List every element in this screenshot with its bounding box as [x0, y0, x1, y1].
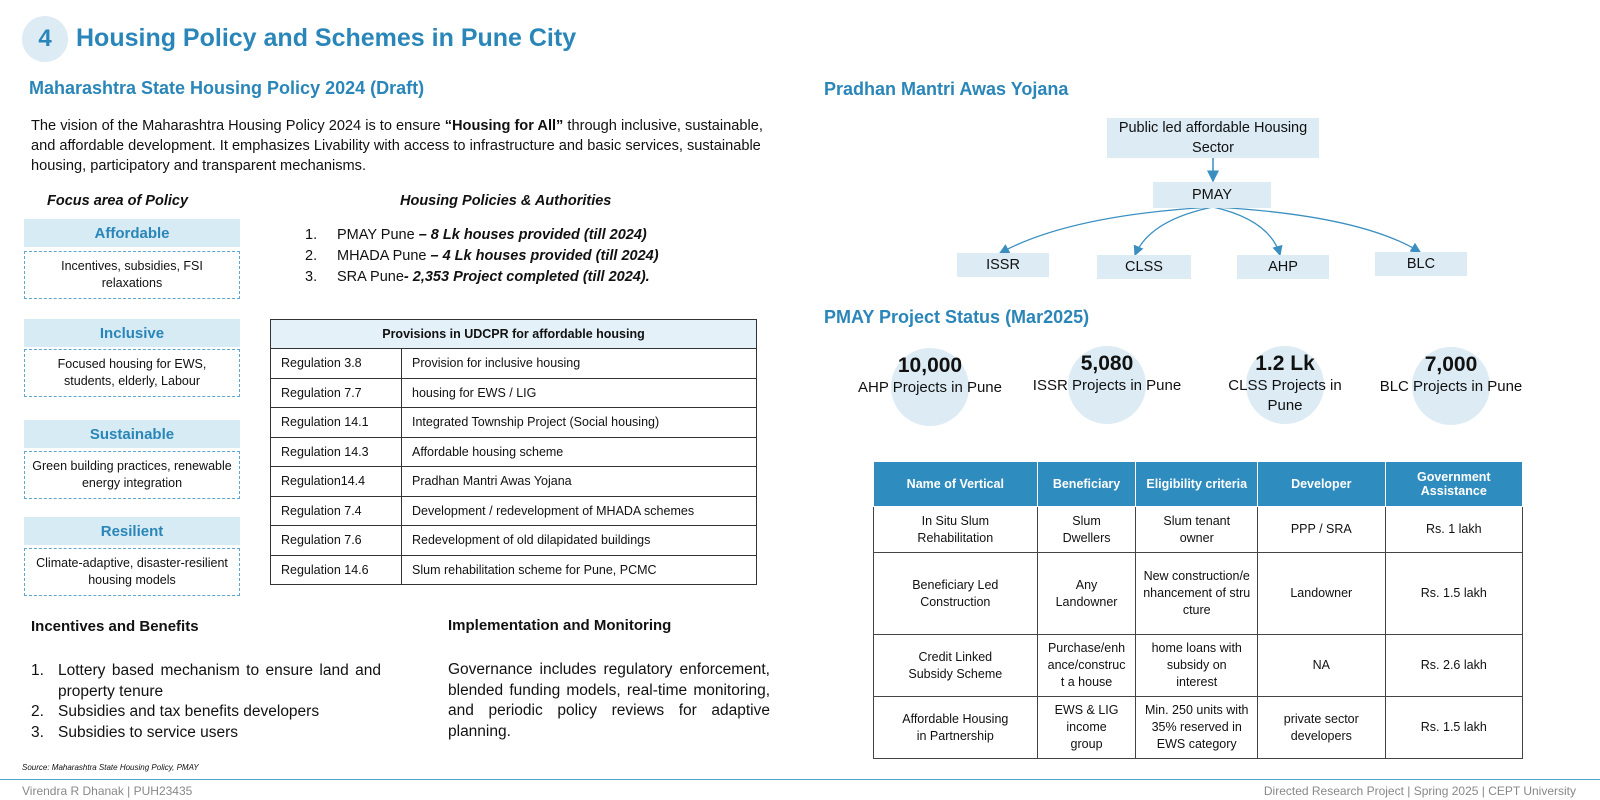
list-item: [31, 723, 381, 744]
tree-root-node: Public led affordable Housing Sector: [1107, 118, 1319, 158]
implementation-title: Implementation and Monitoring: [448, 617, 672, 634]
incentives-title: Incentives and Benefits: [31, 618, 199, 635]
table-cell: In Situ Slum Rehabilitation: [874, 507, 1038, 553]
policy-name: MHADA Pune: [337, 248, 427, 264]
table-cell: Beneficiary Led Construction: [874, 553, 1038, 635]
provision-cell: Integrated Township Project (Social housing): [402, 408, 757, 438]
list-text: Lottery based mechanism to ensure land and property tenure: [58, 662, 381, 700]
policy-vision-text: [31, 116, 771, 176]
vision-text-start: The vision of the Maharashtra Housing Policy 2024 is to ensure: [31, 118, 445, 134]
stat-value: 10,000: [897, 354, 963, 377]
list-number: 3.: [31, 723, 44, 741]
focus-affordable-title: Affordable: [24, 219, 240, 247]
footer-project: Directed Research Project | Spring 2025 | CEPT University: [1263, 784, 1576, 798]
housing-policies-title: Housing Policies & Authorities: [400, 193, 612, 209]
list-item: [305, 225, 659, 246]
list-number: 2.: [305, 248, 318, 264]
page-title: Housing Policy and Schemes in Pune City: [76, 24, 577, 52]
stat-label: CLSS Projects in Pune: [1228, 377, 1342, 414]
policy-detail: - 2,353 Project completed (till 2024).: [403, 269, 650, 285]
list-item: [305, 246, 659, 267]
column-header: Eligibility criteria: [1136, 462, 1258, 507]
provision-cell: housing for EWS / LIG: [402, 378, 757, 408]
table-row: [271, 408, 757, 438]
table-cell: Rs. 1.5 lakh: [1385, 697, 1522, 759]
table-row: [271, 467, 757, 497]
stat-clss: [1210, 352, 1360, 416]
table-cell: New construction/enhancement of structure: [1136, 553, 1258, 635]
list-item: [31, 661, 381, 702]
table-row: [271, 496, 757, 526]
policy-name: SRA Pune: [337, 269, 404, 285]
list-number: 1.: [305, 227, 318, 243]
list-text: Subsidies and tax benefits developers: [58, 703, 320, 720]
housing-policy-heading: Maharashtra State Housing Policy 2024 (Draft): [29, 78, 425, 98]
table-cell: Slum Dwellers: [1037, 507, 1136, 553]
housing-policies-list: [305, 225, 659, 288]
column-header: Developer: [1258, 462, 1386, 507]
table-cell: Purchase/enhance/construct a house: [1037, 635, 1136, 697]
table-header-row: [874, 462, 1523, 507]
regulation-cell: Regulation 7.4: [271, 496, 402, 526]
focus-sustainable-title: Sustainable: [24, 420, 240, 448]
stat-ahp: [855, 354, 1005, 398]
provision-cell: Affordable housing scheme: [402, 437, 757, 467]
policy-detail: – 8 Lk houses provided (till 2024): [418, 227, 647, 243]
tree-pmay-node: PMAY: [1153, 182, 1271, 208]
table-row: [874, 697, 1523, 759]
stat-label: BLC Projects in Pune: [1379, 378, 1523, 395]
udcpr-table: [270, 319, 757, 585]
regulation-cell: Regulation 14.1: [271, 408, 402, 438]
table-cell: home loans with subsidy on interest: [1136, 635, 1258, 697]
page-number-badge: 4: [22, 16, 68, 62]
table-cell: private sector developers: [1258, 697, 1386, 759]
column-header: Name of Vertical: [874, 462, 1038, 507]
table-cell: EWS & LIG income group: [1037, 697, 1136, 759]
connector-issr: [1000, 207, 1213, 253]
table-cell: PPP / SRA: [1258, 507, 1386, 553]
regulation-cell: Regulation 7.7: [271, 378, 402, 408]
pmay-heading: Pradhan Mantri Awas Yojana: [824, 79, 1069, 99]
provision-cell: Slum rehabilitation scheme for Pune, PCMC: [402, 555, 757, 585]
stat-blc: [1376, 353, 1526, 397]
table-cell: Credit Linked Subsidy Scheme: [874, 635, 1038, 697]
stat-issr: [1032, 352, 1182, 396]
udcpr-table-header: Provisions in UDCPR for affordable housing: [271, 320, 757, 349]
regulation-cell: Regulation 3.8: [271, 349, 402, 379]
tree-ahp-node: AHP: [1237, 255, 1329, 279]
list-number: 1.: [31, 662, 44, 679]
table-cell: NA: [1258, 635, 1386, 697]
column-header: Beneficiary: [1037, 462, 1136, 507]
stat-value: 1.2 Lk: [1255, 352, 1315, 375]
tree-issr-node: ISSR: [957, 253, 1049, 277]
footer-author: Virendra R Dhanak | PUH23435: [22, 784, 193, 798]
list-item: [305, 267, 659, 288]
table-cell: Rs. 2.6 lakh: [1385, 635, 1522, 697]
table-cell: Rs. 1 lakh: [1385, 507, 1522, 553]
stat-label: ISSR Projects in Pune: [1032, 377, 1182, 394]
table-cell: Min. 250 units with 35% reserved in EWS category: [1136, 697, 1258, 759]
connector-ahp: [1213, 207, 1280, 255]
table-cell: Landowner: [1258, 553, 1386, 635]
table-row: [874, 553, 1523, 635]
provision-cell: Redevelopment of old dilapidated buildings: [402, 526, 757, 556]
table-row: [874, 507, 1523, 553]
provision-cell: Development / redevelopment of MHADA schemes: [402, 496, 757, 526]
provision-cell: Pradhan Mantri Awas Yojana: [402, 467, 757, 497]
policy-detail: – 4 Lk houses provided (till 2024): [430, 248, 659, 264]
list-text: Subsidies to service users: [58, 723, 239, 741]
table-cell: Slum tenant owner: [1136, 507, 1258, 553]
footer-divider: [0, 779, 1600, 780]
regulation-cell: Regulation 14.3: [271, 437, 402, 467]
tree-clss-node: CLSS: [1097, 255, 1191, 279]
focus-sustainable-text: Green building practices, renewable energy integration: [24, 451, 240, 499]
stat-label: AHP Projects in Pune: [858, 379, 1002, 396]
stat-value: 5,080: [1080, 352, 1134, 375]
incentives-list: [31, 661, 381, 743]
table-row: [271, 555, 757, 585]
regulation-cell: Regulation 7.6: [271, 526, 402, 556]
list-number: 3.: [305, 269, 318, 285]
provision-cell: Provision for inclusive housing: [402, 349, 757, 379]
table-row: [271, 378, 757, 408]
vision-text-bold: “Housing for All”: [444, 118, 564, 134]
focus-resilient-title: Resilient: [24, 517, 240, 545]
table-cell: Affordable Housing in Partnership: [874, 697, 1038, 759]
table-cell: Any Landowner: [1037, 553, 1136, 635]
tree-blc-node: BLC: [1375, 252, 1467, 276]
regulation-cell: Regulation14.4: [271, 467, 402, 497]
focus-resilient-text: Climate-adaptive, disaster-resilient housing models: [24, 548, 240, 596]
list-number: 2.: [31, 703, 44, 720]
connector-clss: [1135, 207, 1213, 255]
stat-value: 7,000: [1424, 353, 1478, 376]
pmay-verticals-table: [873, 461, 1523, 759]
vision-text-end: through inclusive, sustainable, and affordable development. It emphasizes Livability with access to infrastructure and basic services, sustainable housing, participatory and transparent mechanisms.: [31, 118, 763, 174]
focus-affordable-text: Incentives, subsidies, FSI relaxations: [24, 251, 240, 299]
connector-blc: [1213, 207, 1420, 252]
focus-inclusive-text: Focused housing for EWS, students, elderly, Labour: [24, 349, 240, 397]
focus-inclusive-title: Inclusive: [24, 319, 240, 347]
table-row: [271, 349, 757, 379]
table-row: [271, 526, 757, 556]
table-cell: Rs. 1.5 lakh: [1385, 553, 1522, 635]
focus-area-title: Focus area of Policy: [47, 193, 189, 209]
list-item: [31, 702, 381, 723]
table-row: [271, 437, 757, 467]
source-note: Source: Maharashtra State Housing Policy, PMAY: [22, 763, 199, 772]
table-row: [874, 635, 1523, 697]
pmay-status-heading: PMAY Project Status (Mar2025): [824, 307, 1090, 327]
column-header: Government Assistance: [1385, 462, 1522, 507]
implementation-text: Governance includes regulatory enforcement, blended funding models, real-time monitoring, and periodic policy reviews for adaptive planning.: [448, 661, 770, 740]
regulation-cell: Regulation 14.6: [271, 555, 402, 585]
policy-name: PMAY Pune: [337, 227, 415, 243]
